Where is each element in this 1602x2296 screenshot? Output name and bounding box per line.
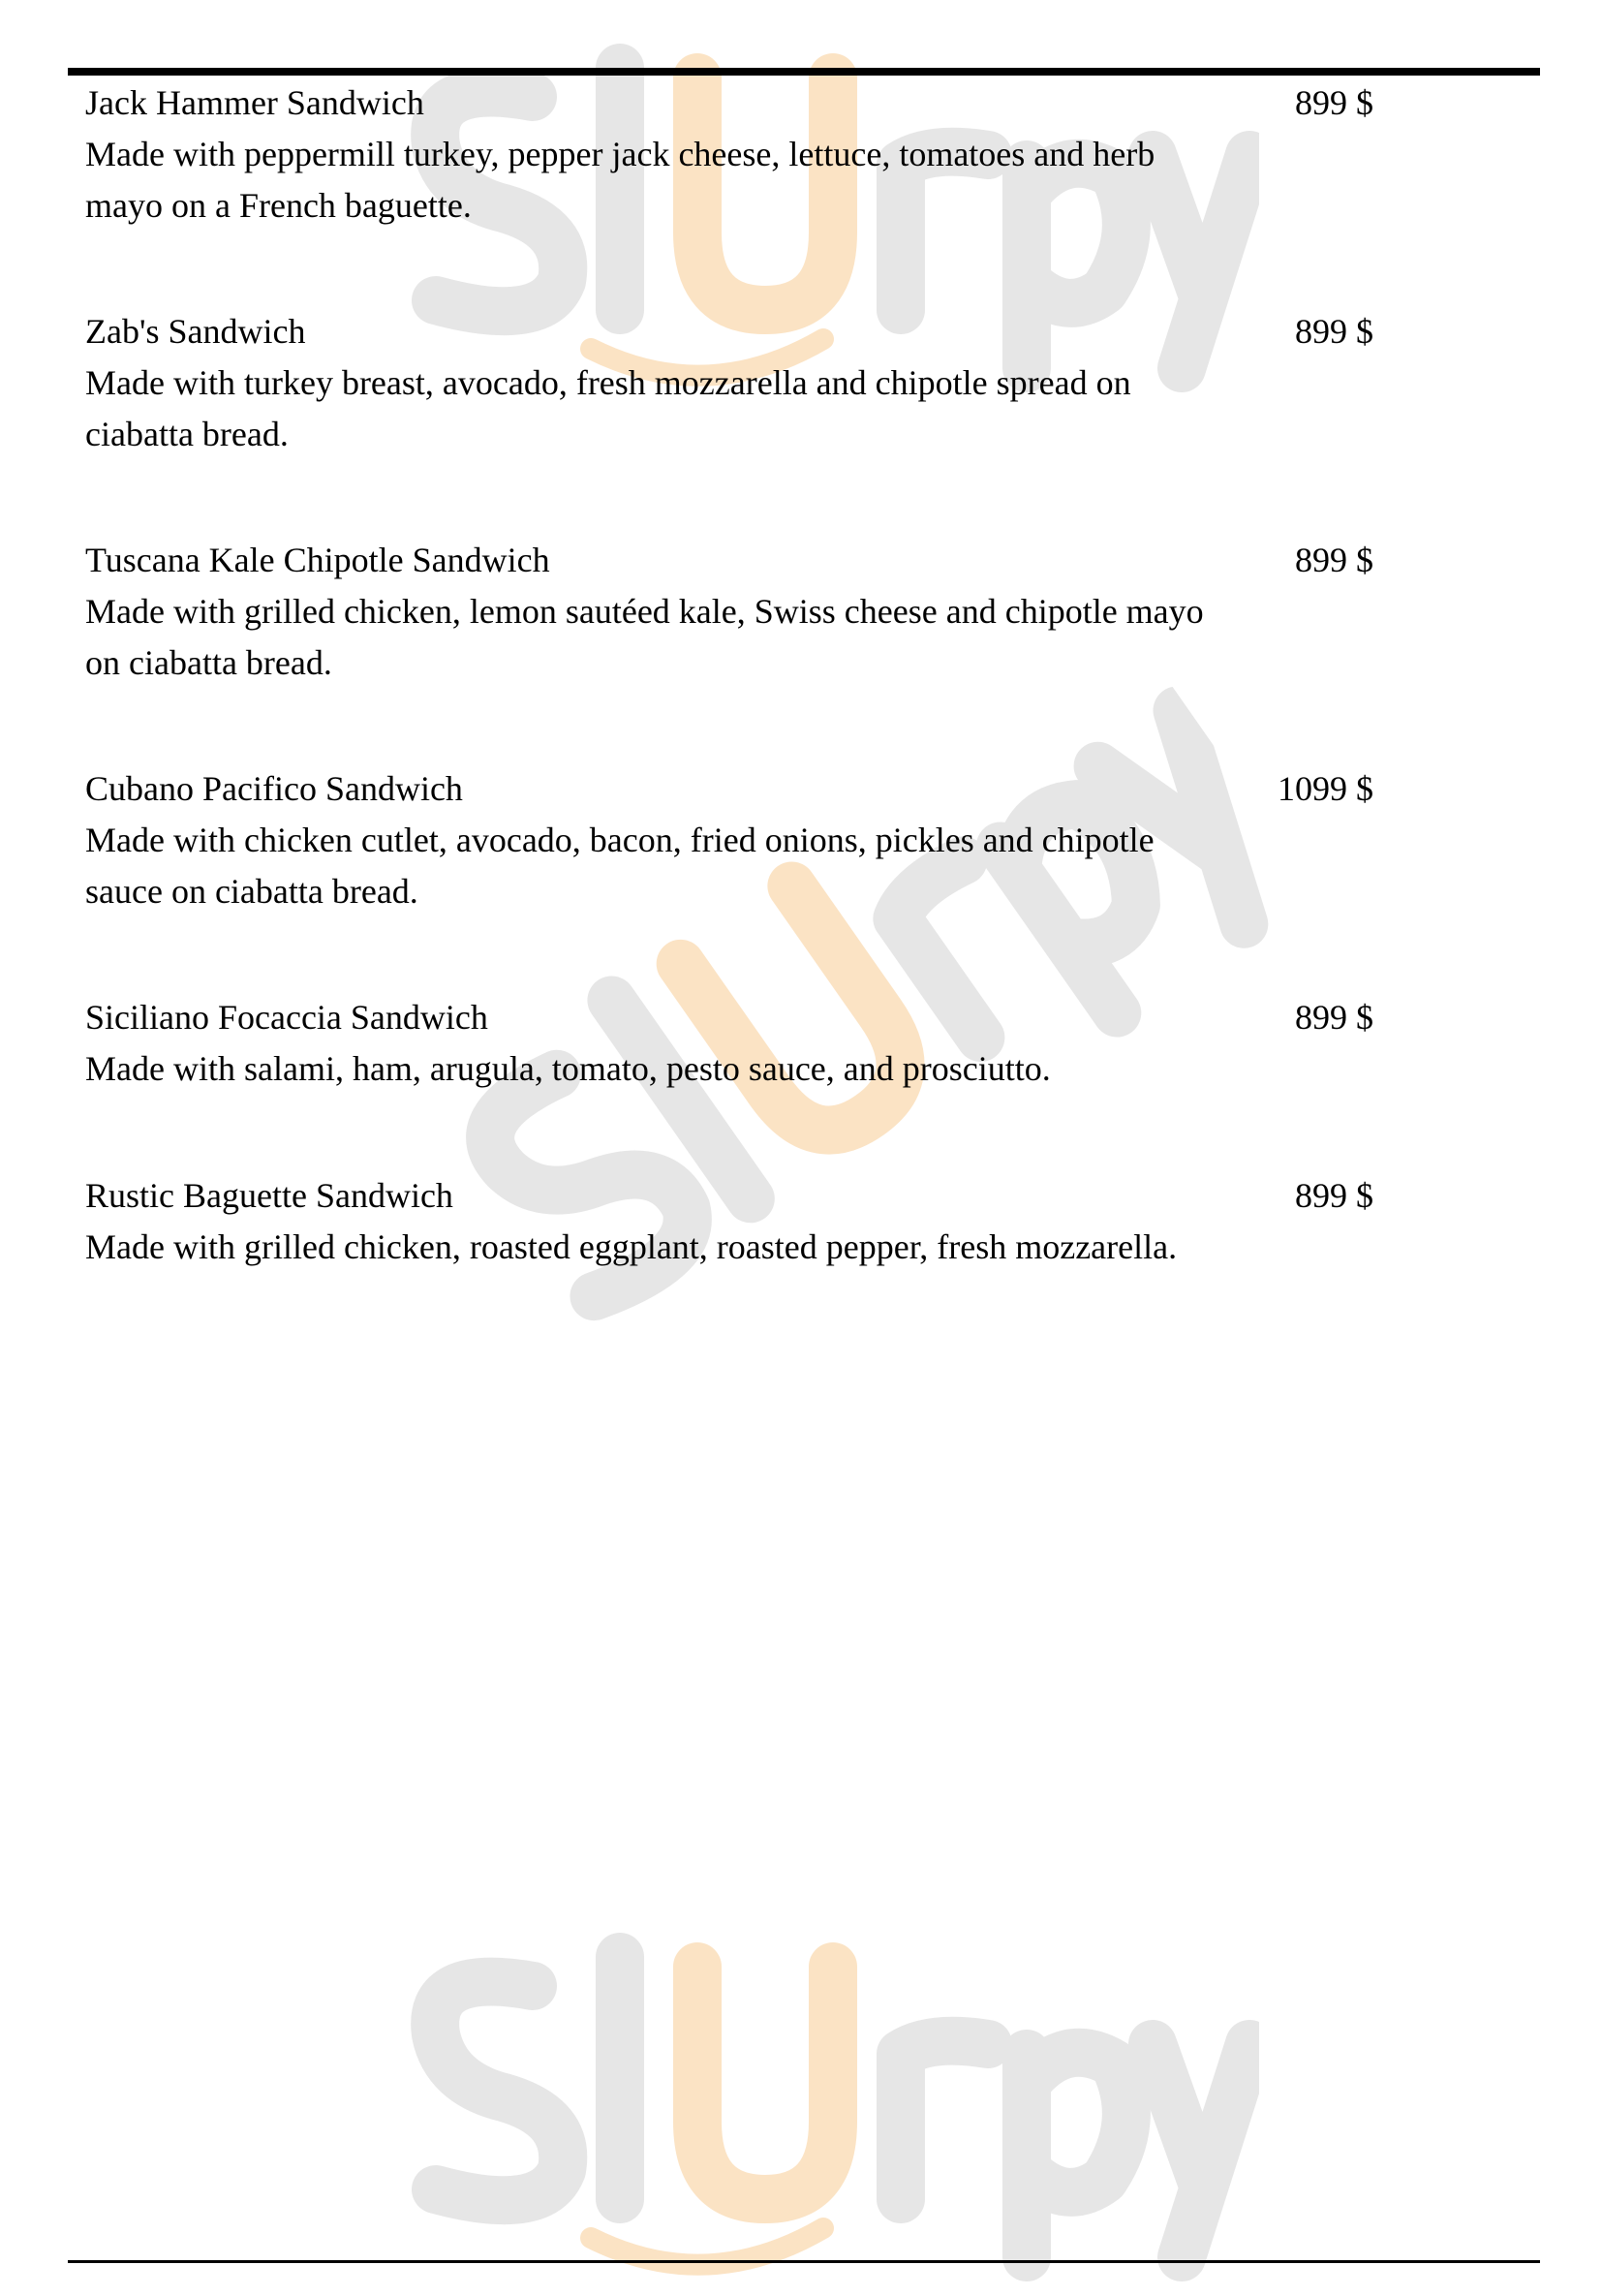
menu-item <box>85 306 1373 460</box>
watermark-logo <box>387 1928 1259 2296</box>
menu-item <box>85 992 1373 1095</box>
item-name: Jack Hammer Sandwich <box>85 83 424 122</box>
item-price: 899 $ <box>1295 83 1373 122</box>
item-description: Made with salami, ham, arugula, tomato, pesto sauce, and prosciutto. <box>85 1049 1051 1088</box>
menu-item <box>85 1170 1373 1273</box>
bottom-rule <box>68 2260 1540 2263</box>
item-name: Siciliano Focaccia Sandwich <box>85 998 488 1037</box>
menu-item <box>85 535 1373 689</box>
item-description: Made with grilled chicken, roasted eggplant, roasted pepper, fresh mozzarella. <box>85 1227 1178 1266</box>
top-rule <box>68 68 1540 76</box>
item-description: Made with grilled chicken, lemon sautéed kale, Swiss cheese and chipotle mayo on ciabatta bread. <box>85 592 1204 682</box>
item-price: 899 $ <box>1295 998 1373 1037</box>
item-name: Rustic Baguette Sandwich <box>85 1176 453 1215</box>
item-price: 899 $ <box>1295 1176 1373 1215</box>
item-description: Made with chicken cutlet, avocado, bacon, fried onions, pickles and chipotle sauce on ciabatta bread. <box>85 821 1155 911</box>
menu-item <box>85 78 1373 232</box>
item-name: Cubano Pacifico Sandwich <box>85 769 463 808</box>
item-description: Made with turkey breast, avocado, fresh mozzarella and chipotle spread on ciabatta bread. <box>85 363 1131 453</box>
item-price: 1099 $ <box>1278 769 1373 808</box>
item-name: Tuscana Kale Chipotle Sandwich <box>85 541 550 579</box>
item-name: Zab's Sandwich <box>85 312 306 351</box>
item-price: 899 $ <box>1295 541 1373 579</box>
item-description: Made with peppermill turkey, pepper jack cheese, lettuce, tomatoes and herb mayo on a French baguette. <box>85 135 1155 225</box>
menu-item <box>85 763 1373 917</box>
item-price: 899 $ <box>1295 312 1373 351</box>
